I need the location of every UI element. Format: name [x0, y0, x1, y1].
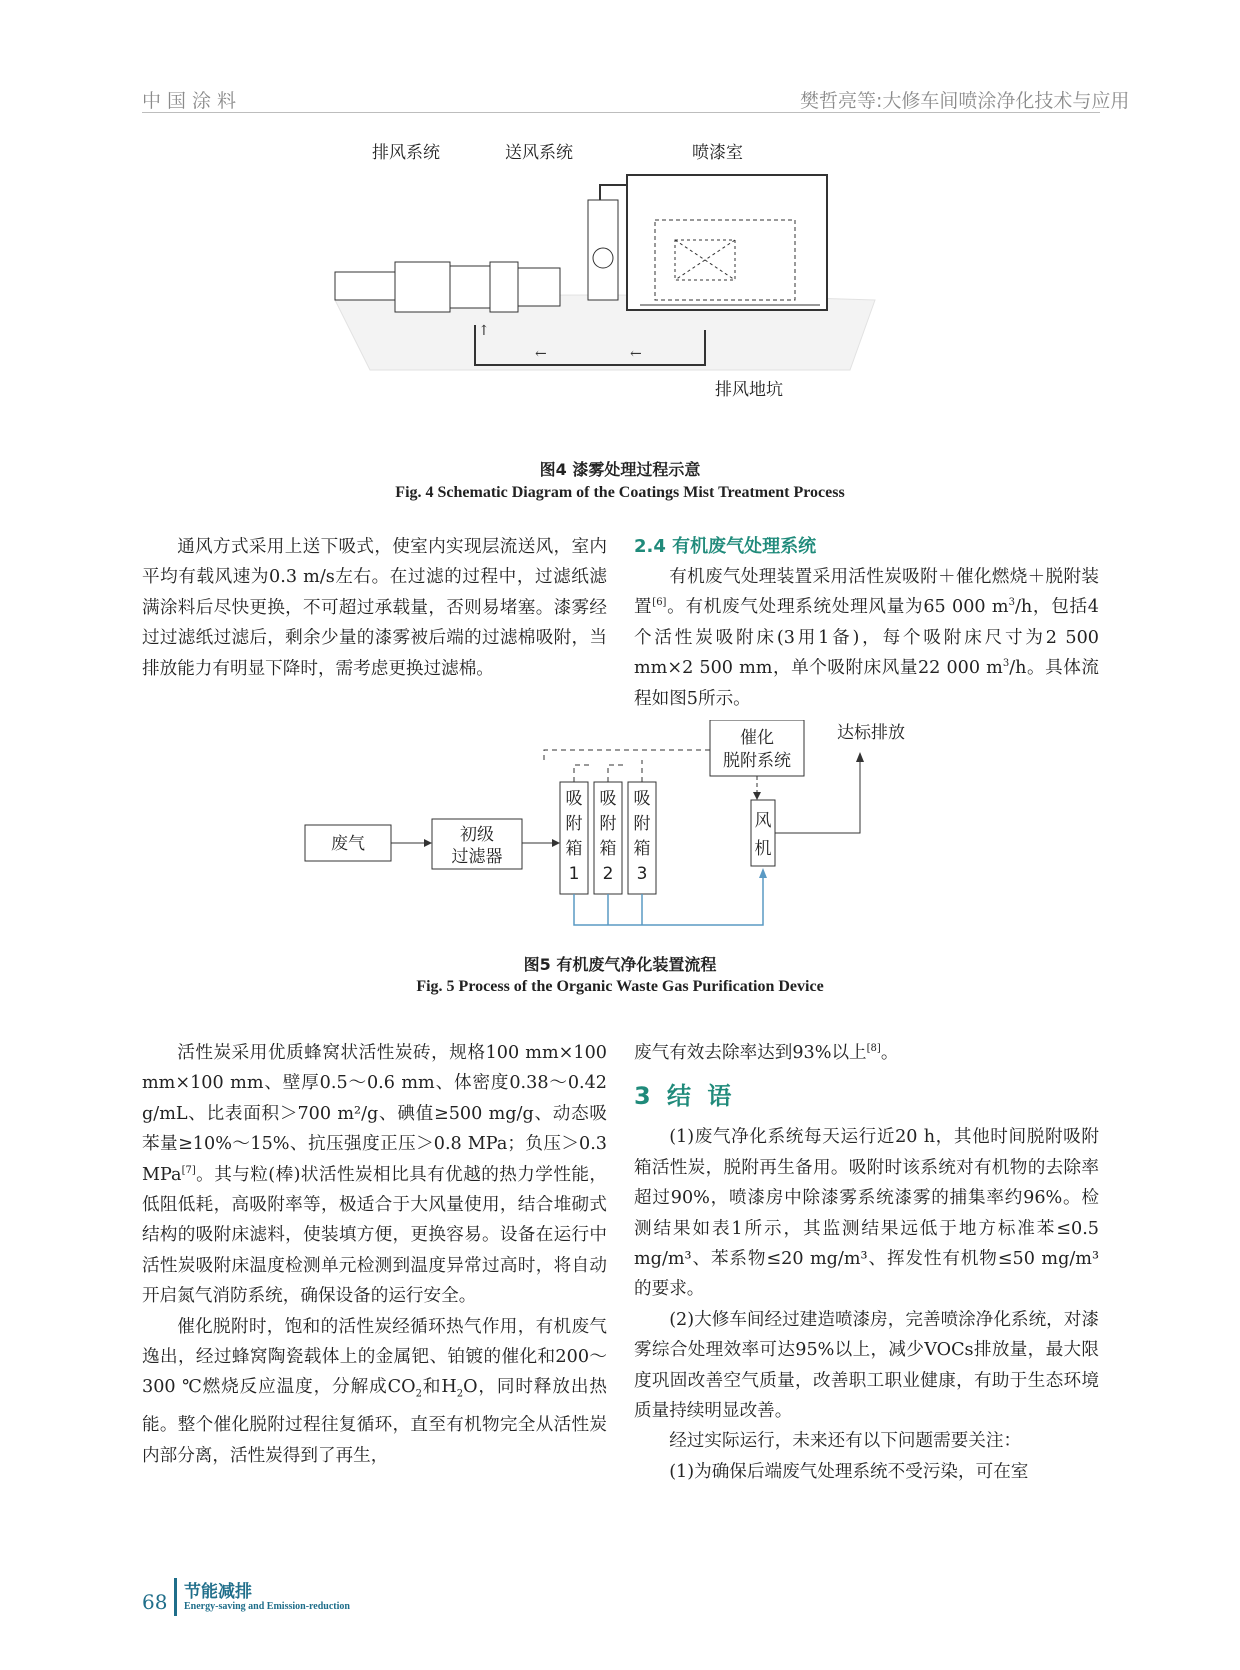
conclusion-2: (2)大修车间经过建造喷漆房，完善喷涂净化系统，对漆雾综合处理效率可达95%以上，减少VOCs排放量，最大限度巩固改善空气质量，改善职工职业健康，有助于生态环境质量持续明显改善。 — [634, 1309, 1099, 1422]
figure-5-caption-en: Fig. 5 Process of the Organic Waste Gas Purification Device — [416, 978, 824, 995]
figure-5-flowchart — [290, 720, 950, 970]
section-2-4-heading: 2.4 有机废气处理系统 — [634, 536, 817, 557]
footer-column-cn: 节能减排 — [184, 1582, 252, 1602]
section-3-heading: 3 结 语 — [634, 1082, 736, 1111]
text-span: 和H — [421, 1377, 457, 1398]
arrow-up-icon: ↑ — [478, 323, 490, 339]
paragraph-catalytic-desorption — [142, 1312, 607, 1472]
arrow-head-icon — [424, 839, 432, 847]
node-fan-label-2: 机 — [754, 839, 772, 859]
label-exhaust-pit: 排风地坑 — [715, 380, 783, 400]
node-emission-label: 达标排放 — [837, 723, 905, 743]
node-catalytic-label-1: 催化 — [740, 728, 774, 748]
exhaust-unit-2 — [450, 266, 490, 308]
text-span: 。其与粒(棒)状活性炭相比具有优越的热力学性能，低阻低耗，高吸附率等，极适合于大风量使用，结合堆砌式结构的吸附床滤料，使装填方便，更换容易。设备在运行中活性炭吸附床温度检测单元检测到温度异常过高时，将自动开启氮气消防系统，确保设备的运行安全。 — [142, 1164, 607, 1307]
subscript-2: 2 — [415, 1388, 422, 1400]
label-spray-booth: 喷漆室 — [692, 143, 743, 163]
figure-4-caption-cn: 图4 漆雾处理过程示意 — [539, 460, 701, 479]
footer-divider — [174, 1578, 177, 1616]
page-number: 68 — [142, 1590, 168, 1614]
paragraph-activated-carbon — [142, 1038, 607, 1312]
running-title: 樊哲亮等:大修车间喷涂净化技术与应用 — [800, 90, 1130, 112]
text-span: /h。具体流程如图5所示。 — [634, 658, 1099, 709]
left-column-bottom — [142, 1038, 607, 1471]
text-span: 有机废气处理装置采用活性炭吸附＋催化燃烧＋脱附装置 — [634, 567, 1099, 618]
journal-name: 中国涂料 — [142, 90, 243, 112]
adsorber-label-line: 1 — [568, 864, 580, 884]
node-catalytic-label-2: 脱附系统 — [723, 751, 791, 771]
exhaust-unit-3 — [490, 262, 518, 312]
arrow-head-icon — [753, 792, 761, 800]
adsorber-label-line: 附 — [565, 814, 583, 834]
text-span: 。 — [880, 1043, 899, 1063]
dashed-link-top — [544, 750, 710, 760]
adsorber-label-line: 附 — [633, 814, 651, 834]
text-span: O，同时释放出热能。整个催化脱附过程往复循环，直至有机物完全从活性炭内部分离，活性炭得到了再生， — [142, 1377, 607, 1466]
right-column-bottom — [634, 1038, 1099, 1487]
adsorber-label-line: 箱 — [565, 839, 583, 859]
figure-4-schematic — [330, 130, 910, 450]
node-prefilter-label-1: 初级 — [460, 825, 494, 845]
superscript-3: 3 — [1008, 597, 1015, 609]
text-span: 活性炭采用优质蜂窝状活性炭砖，规格100 mm×100 mm×100 mm、壁厚0.5～0.6 mm、体密度0.38～0.42 g/mL、比表面积＞700 m²/g、碘值≥500 mg/g、动态吸苯量≥10%～15%、抗压强度正压＞0.8 MPa；负压＞0.3 MPa — [142, 1043, 607, 1185]
supply-fan — [593, 248, 613, 268]
figure-4-caption-en: Fig. 4 Schematic Diagram of the Coatings Mist Treatment Process — [395, 484, 845, 501]
paragraph-ventilation: 通风方式采用上送下吸式，使室内实现层流送风，室内平均有载风速为0.3 m/s左右。在过滤的过程中，过滤纸滤满涂料后尽快更换，不可超过承载量，否则易堵塞。漆雾经过过滤纸过滤后，剩余少量的漆雾被后端的过滤棉吸附，当排放能力有明显下降时，需考虑更换过滤棉。 — [142, 537, 607, 679]
text-span: 催化脱附时，饱和的活性炭经循环热气作用，有机废气逸出，经过蜂窝陶瓷载体上的金属钯、铂镀的催化和200～300 ℃燃烧反应温度，分解成CO — [142, 1316, 607, 1398]
adsorber-label-line: 附 — [599, 814, 617, 834]
arrow-left-icon-2: ← — [630, 346, 642, 362]
text-span: /h，包括4个活性炭吸附床(3用1备)，每个吸附床尺寸为2 500 mm×2 500 mm，单个吸附床风量22 000 m — [634, 597, 1099, 679]
adsorber-label-line: 吸 — [599, 789, 617, 809]
dashed-link-adsorbers — [574, 760, 642, 782]
label-exhaust-system: 排风系统 — [372, 143, 440, 163]
adsorber-label-line: 吸 — [565, 789, 583, 809]
footer-column-en: Energy-saving and Emission-reduction — [184, 1601, 350, 1612]
adsorber-label-line: 2 — [602, 864, 614, 884]
citation-7: [7] — [181, 1164, 196, 1176]
figure-5-caption-cn: 图5 有机废气净化装置流程 — [523, 955, 717, 974]
node-fan-label-1: 风 — [754, 811, 772, 831]
adsorber-label-line: 箱 — [633, 839, 651, 859]
arrow-up-icon-blue — [759, 868, 767, 878]
left-column-top — [142, 532, 607, 684]
exhaust-duct — [335, 272, 395, 300]
paragraph-continuation — [634, 1038, 1099, 1068]
node-waste-gas-label: 废气 — [331, 834, 365, 854]
label-supply-system: 送风系统 — [505, 143, 573, 163]
text-span: 废气有效去除率达到93%以上 — [634, 1043, 867, 1063]
node-prefilter-label-2: 过滤器 — [451, 847, 503, 867]
header-rule — [142, 112, 1100, 113]
arrow-left-icon: ← — [535, 346, 547, 362]
adsorber-label-line: 3 — [636, 864, 648, 884]
concern-1: (1)为确保后端废气处理系统不受污染，可在室 — [669, 1461, 1029, 1482]
conclusion-1: (1)废气净化系统每天运行近20 h，其他时间脱附吸附箱活性炭，脱附再生备用。吸附时该系统对有机物的去除率超过90%，喷漆房中除漆雾系统漆雾的捕集率约96%。检测结果如表1所示，其监测结果远低于地方标准苯≤0.5 mg/m³、苯系物≤20 mg/m³、挥发性有机物≤50 mg/m³的要求。 — [634, 1127, 1099, 1300]
arrow-head-icon — [552, 839, 560, 847]
adsorber-label-line: 箱 — [599, 839, 617, 859]
paragraph-organic-system — [634, 562, 1099, 714]
exhaust-fan-box — [518, 268, 560, 306]
right-column-top — [634, 532, 1099, 714]
arrow-up-icon — [856, 752, 864, 762]
citation-6: [6] — [652, 597, 667, 609]
supply-duct — [600, 185, 630, 200]
text-span: 。有机废气处理系统处理风量为65 000 m — [666, 597, 1009, 618]
adsorber-label-line: 吸 — [633, 789, 651, 809]
booth-frame — [627, 175, 827, 310]
citation-8: [8] — [866, 1043, 881, 1054]
concerns-intro: 经过实际运行，未来还有以下问题需要关注： — [669, 1431, 1022, 1452]
superscript-3: 3 — [1002, 658, 1010, 670]
subscript-2: 2 — [456, 1388, 464, 1400]
exhaust-unit-1 — [395, 262, 450, 312]
